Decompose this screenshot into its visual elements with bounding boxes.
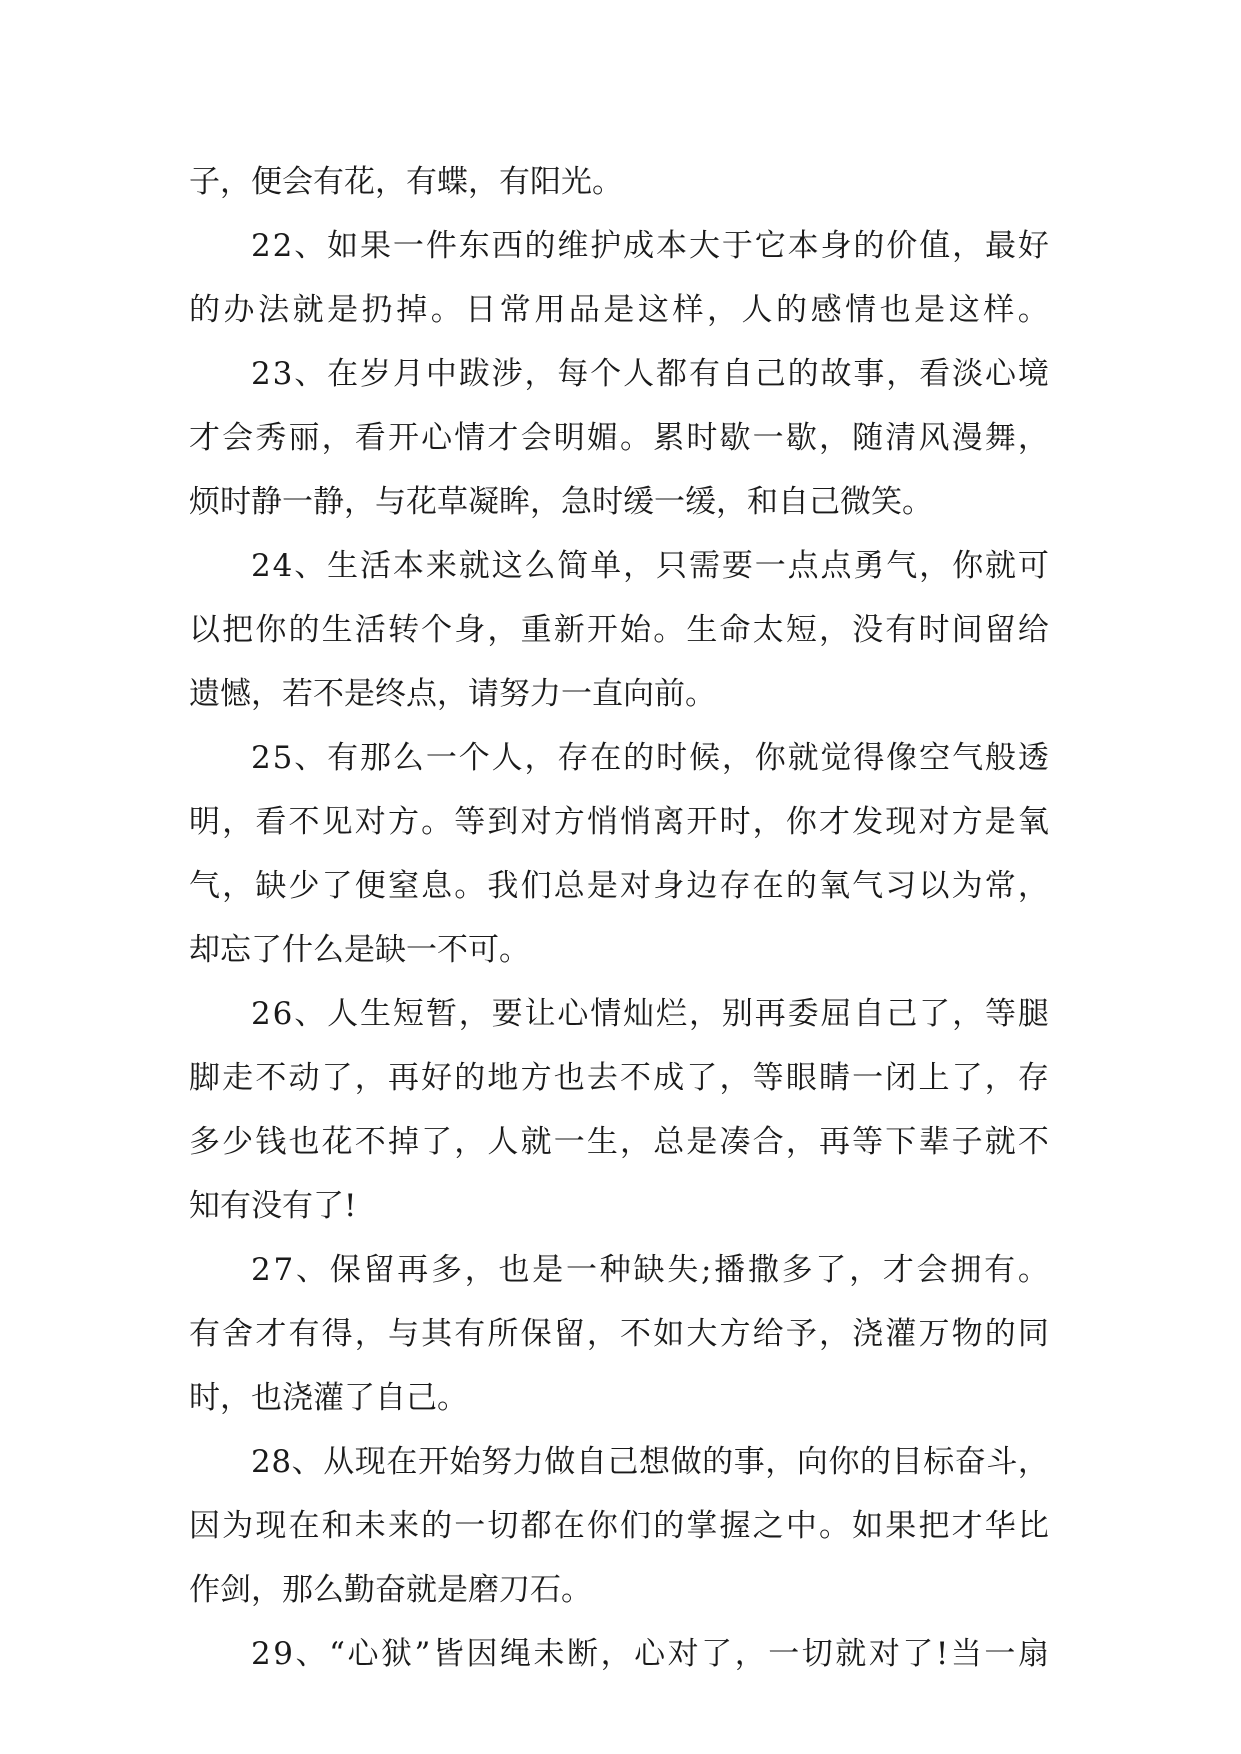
text-line: 2 3 、 在 岁 月 中 跋 涉 ， 每 个 人 都 有 自 己 的 故 事 ， 看 淡 心 境 xyxy=(251,356,1049,392)
text-line: 子，便会有花，有蝶，有阳光。 xyxy=(189,164,623,200)
text-line: 气 ， 缺 少 了 便 窒 息 。 我 们 总 是 对 身 边 存 在 的 氧 气 习 以 为 常 ， xyxy=(189,868,1049,904)
text-line: 作剑，那么勤奋就是磨刀石。 xyxy=(189,1572,592,1608)
text-line: 却忘了什么是缺一不可。 xyxy=(189,932,530,968)
text-line: 时，也浇灌了自己。 xyxy=(189,1380,468,1416)
document-body xyxy=(189,150,1049,1686)
text-line: 有 舍 才 有 得 ， 与 其 有 所 保 留 ， 不 如 大 方 给 予 ， 浇 灌 万 物 的 同 xyxy=(189,1316,1049,1352)
text-line: 的 办 法 就 是 扔 掉 。 日 常 用 品 是 这 样 ， 人 的 感 情 也 是 这 样 。 xyxy=(189,292,1049,328)
text-line: 2 9 、 “ 心 狱 ” 皆 因 绳 未 断 ， 心 对 了 ， 一 切 就 对 了 ! 当 一 扇 xyxy=(251,1636,1049,1672)
text-line: 2 4 、 生 活 本 来 就 这 么 简 单 ， 只 需 要 一 点 点 勇 气 ， 你 就 可 xyxy=(251,548,1049,584)
text-line: 2 6 、 人 生 短 暂 ， 要 让 心 情 灿 烂 ， 别 再 委 屈 自 己 了 ， 等 腿 xyxy=(251,996,1049,1032)
text-line: 脚 走 不 动 了 ， 再 好 的 地 方 也 去 不 成 了 ， 等 眼 睛 一 闭 上 了 ， 存 xyxy=(189,1060,1049,1096)
text-line: 因 为 现 在 和 未 来 的 一 切 都 在 你 们 的 掌 握 之 中 。 如 果 把 才 华 比 xyxy=(189,1508,1049,1544)
text-line: 2 2 、 如 果 一 件 东 西 的 维 护 成 本 大 于 它 本 身 的 价 值 ， 最 好 xyxy=(251,228,1049,264)
text-line: 2 7 、 保 留 再 多 ， 也 是 一 种 缺 失 ; 播 撒 多 了 ， 才 会 拥 有 。 xyxy=(251,1252,1049,1288)
text-line: 2 5 、 有 那 么 一 个 人 ， 存 在 的 时 候 ， 你 就 觉 得 像 空 气 般 透 xyxy=(251,740,1049,776)
text-line: 以 把 你 的 生 活 转 个 身 ， 重 新 开 始 。 生 命 太 短 ， 没 有 时 间 留 给 xyxy=(189,612,1049,648)
text-line: 才 会 秀 丽 ， 看 开 心 情 才 会 明 媚 。 累 时 歇 一 歇 ， 随 清 风 漫 舞 ， xyxy=(189,420,1049,456)
text-line: 遗憾，若不是终点，请努力一直向前。 xyxy=(189,676,716,712)
text-line: 2 8 、 从 现 在 开 始 努 力 做 自 己 想 做 的 事 ， 向 你 的 目 标 奋 斗 ， xyxy=(251,1444,1049,1480)
text-line: 明 ， 看 不 见 对 方 。 等 到 对 方 悄 悄 离 开 时 ， 你 才 发 现 对 方 是 氧 xyxy=(189,804,1049,840)
text-line: 多 少 钱 也 花 不 掉 了 ， 人 就 一 生 ， 总 是 凑 合 ， 再 等 下 辈 子 就 不 xyxy=(189,1124,1049,1160)
text-line: 知有没有了! xyxy=(189,1188,357,1224)
text-line: 烦时静一静，与花草凝眸，急时缓一缓，和自己微笑。 xyxy=(189,484,933,520)
